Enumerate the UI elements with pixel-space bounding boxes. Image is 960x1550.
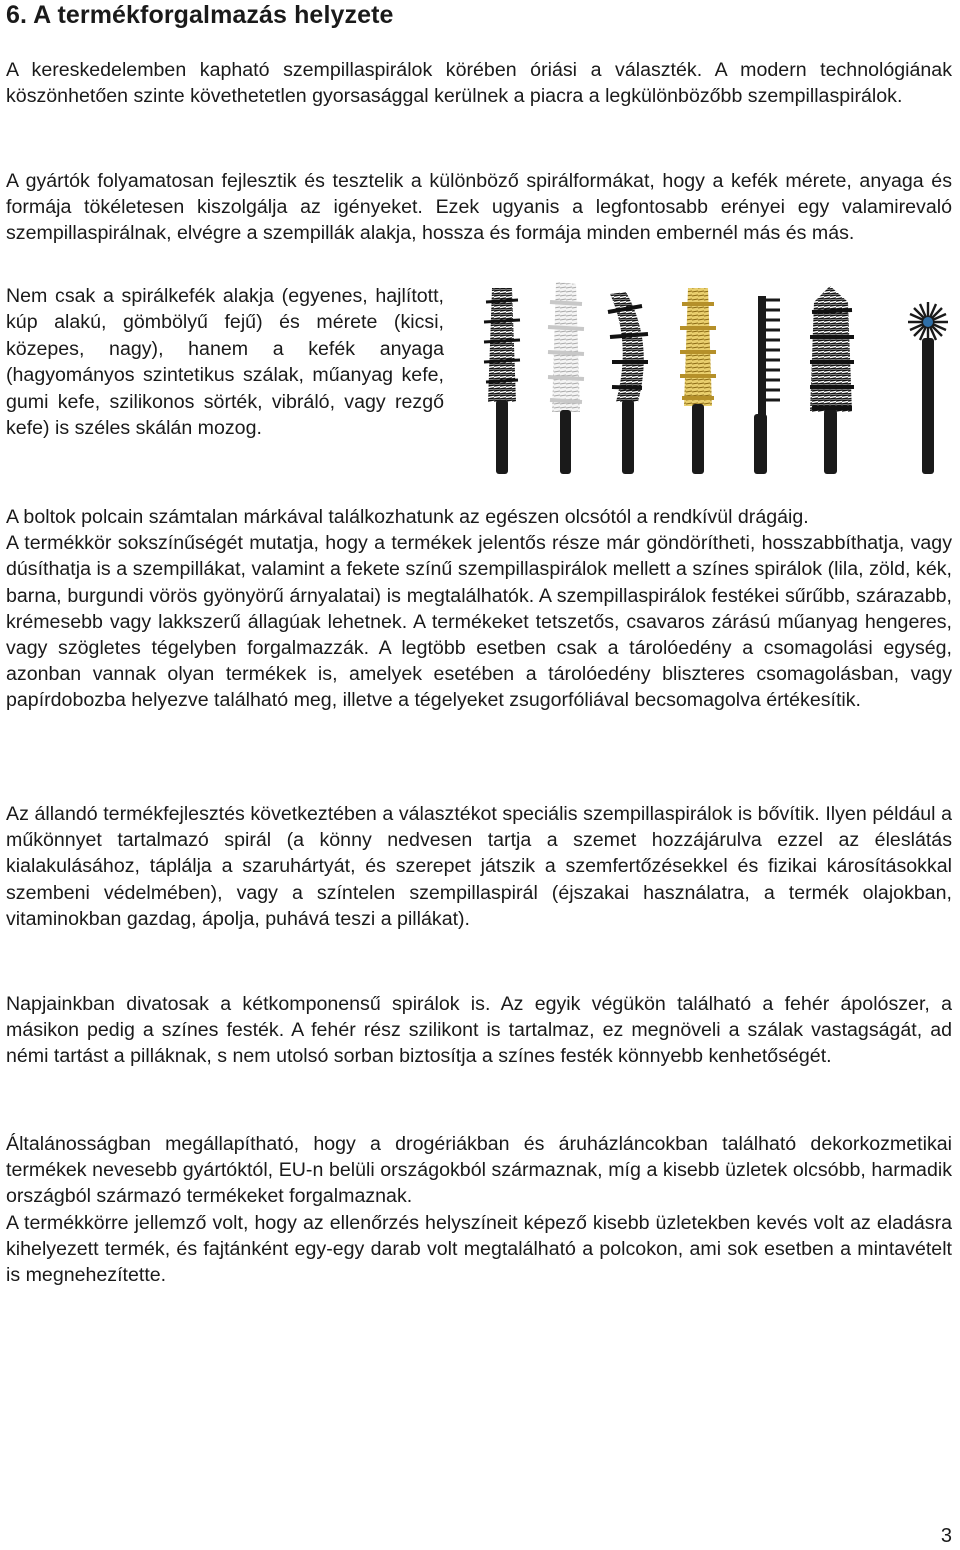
section-heading: 6. A termékforgalmazás helyzete (6, 1, 394, 29)
paragraph-product-range: A termékkör sokszínűségét mutatja, hogy a termékek jelentős része már göndörítheti, hosszabbíthatja, vagy dúsíthatja is a szempillákat, valamint a fekete színű szempillaspirálok mellett a színes spirálok (lila, zöld, kék, barna, burgundi vörös gyönyörű árnyalatai) is megtalálhatók. A szempillaspirálok festékei sűrűbb, szárazabb, krémesebb vagy lakkszerű állagúak lehetnek. A termékeket tetszetős, csavaros zárású műanyag hengeres, vagy szögletes tégelyben forgalmazzák. A legtöbb esetben csak a tárolóedény a csomagolási egység, azonban vannak olyan termékek is, amelyek esetében a tárolóedény bliszteres csomagolásban, vagy papírdobozba helyezve található meg, illetve a tégelyeket zsugorfóliával becsomagolva értékesítik. (6, 532, 952, 712)
paragraph-brands-line1: A boltok polcain számtalan márkával találkozhatunk az egészen olcsótól a rendkívül drágáig. (6, 506, 809, 528)
brush-3 (608, 292, 648, 474)
paragraph-general (6, 1131, 952, 1288)
brush-6 (810, 286, 854, 474)
paragraph-manufacturers: A gyártók folyamatosan fejlesztik és tesztelik a különböző spirálformákat, hogy a kefék mérete, anyaga és formája tökéletesen kiszolgálja az igényeket. Ezek ugyanis a legfontosabb erényei egy valamirevaló szempillaspirálnak, elvégre a szempillák alakja, hossza és formája minden embernél más és más. (6, 170, 952, 245)
paragraph-assortment: A kereskedelemben kapható szempillaspirálok körében óriási a választék. A modern technológiának köszönhetően szinte követhetetlen gyorsasággal kerülnek a piacra a legkülönbözőbb szempillaspirálok. (6, 59, 952, 108)
page-number: 3 (940, 1525, 952, 1547)
brush-1 (484, 288, 520, 474)
paragraph-general-line1: Általánosságban megállapítható, hogy a drogériákban és áruházláncokban található dekorkozmetikai termékek nevesebb gyártóktól, EU-n belüli országokból származnak, míg a kisebb üzletek olcsóbb, harmadik országból származó termékeket forgalmaznak. (6, 1133, 952, 1208)
paragraph-inspection: A termékkörre jellemző volt, hogy az ellenőrzés helyszíneit képező kisebb üzletekben kevés volt az eladásra kihelyezett termék, és fajtánként egy-egy darab volt megtalálható a polcokon, ami sok esetben a mintavételt is megnehezítette. (6, 1211, 952, 1287)
paragraph-brands (6, 504, 952, 714)
brush-4 (680, 288, 716, 474)
paragraph-brush-shapes: Nem csak a spirálkefék alakja (egyenes, hajlított, kúp alakú, gömbölyű fejű) és mérete (kicsi, közepes, nagy), hanem a kefék anyaga (hagyományos szintetikus szálak, műanyag kefe, gumi kefe, szilikonos sörték, vibráló, vagy rezgő kefe) is széles skálán mozog. (6, 285, 444, 440)
mascara-brushes-photo (476, 282, 954, 474)
brush-7 (908, 302, 948, 474)
mascara-brushes-icon (476, 282, 954, 474)
paragraph-two-component: Napjainkban divatosak a kétkomponensű spirálok is. Az egyik végükön található a fehér ápolószer, a másikon pedig a színes festék. A fehér rész szilikont is tartalmaz, ez megnöveli a szálak vastagságát, ad némi tartást a pilláknak, s nem utolsó sorban biztosítja a színes festék könnyebb kenhetőségét. (6, 993, 952, 1068)
brush-2 (548, 282, 584, 474)
brush-5 (754, 296, 780, 474)
paragraph-special-mascaras: Az állandó termékfejlesztés következtében a választékot speciális szempillaspirálok is bővítik. Ilyen például a műkönnyet tartalmazó spirál (a könny nedvesen tartja a szemet hozzájárulva ezzel az éleslátás kialakulásához, táplálja a szaruhártyát, és szerepet játszik a szemfertőzésekkel és fizikai károsításokkal szembeni védelmében), vagy a színtelen szempillaspirál (éjszakai használatra, a termék olajokban, vitaminokban gazdag, ápolja, puhává teszi a pillákat). (6, 803, 952, 930)
